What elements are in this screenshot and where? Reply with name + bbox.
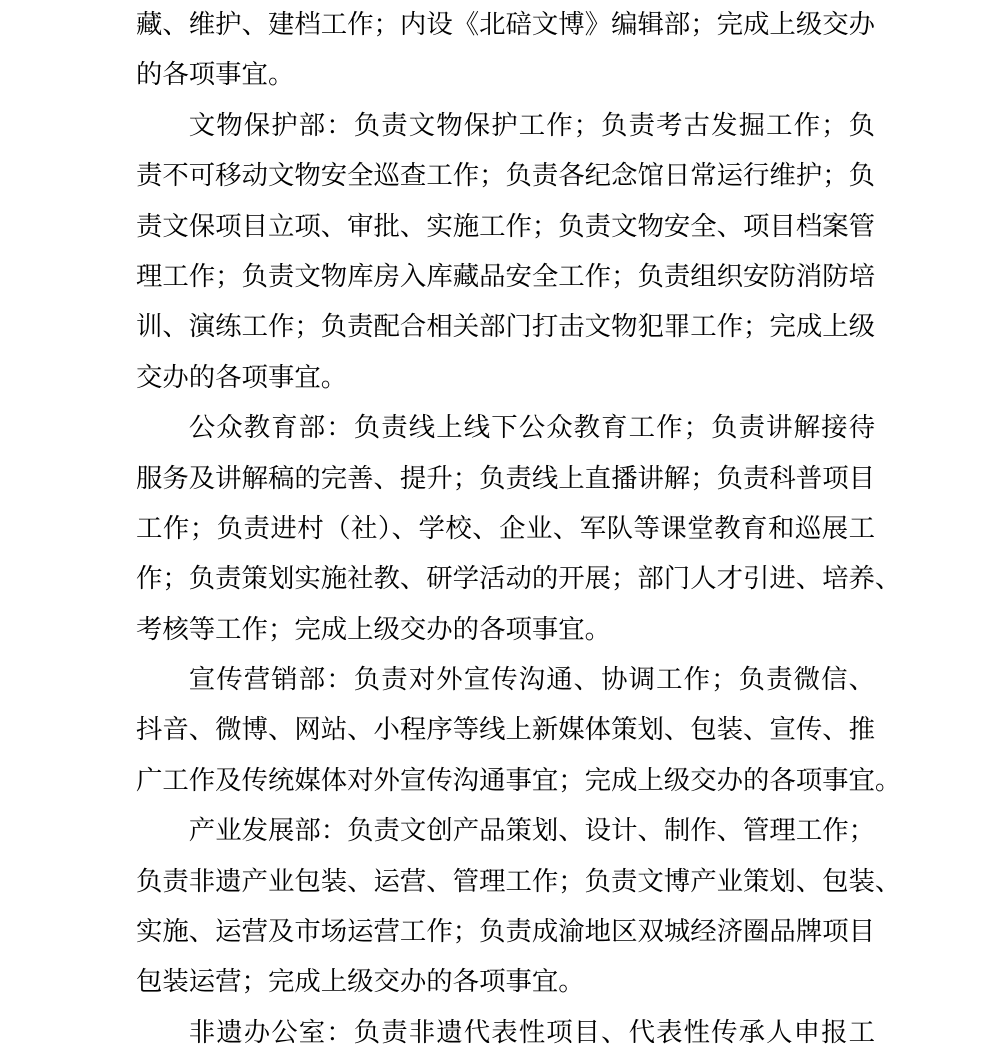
text-line: 责文保项目立项、审批、实施工作；负责文物安全、项目档案管 — [136, 210, 875, 242]
text-line: 服务及讲解稿的完善、提升；负责线上直播讲解；负责科普项目 — [136, 462, 875, 494]
text-line: 非遗办公室：负责非遗代表性项目、代表性传承人申报工 — [188, 1016, 875, 1048]
paragraph-industry-development-dept — [136, 806, 1000, 1008]
paragraph-intangible-heritage-office — [136, 1008, 1000, 1058]
paragraph-cultural-relics-protection-dept — [136, 101, 1000, 403]
text-line: 抖音、微博、网站、小程序等线上新媒体策划、包装、宣传、推 — [136, 714, 875, 746]
text-line: 责不可移动文物安全巡查工作；负责各纪念馆日常运行维护；负 — [136, 160, 875, 192]
text-line: 理工作；负责文物库房入库藏品安全工作；负责组织安防消防培 — [136, 260, 875, 292]
text-line: 交办的各项事宜。 — [136, 361, 348, 393]
text-line: 宣传营销部：负责对外宣传沟通、协调工作；负责微信、 — [188, 664, 875, 696]
text-line: 工作；负责进村（社）、学校、企业、军队等课堂教育和巡展工 — [136, 512, 875, 544]
text-line: 公众教育部：负责线上线下公众教育工作；负责讲解接待 — [188, 412, 875, 444]
text-line: 实施、运营及市场运营工作；负责成渝地区双城经济圈品牌项目 — [136, 916, 875, 948]
text-line: 作；负责策划实施社教、研学活动的开展；部门人才引进、培养、 — [136, 563, 902, 595]
text-line: 的各项事宜。 — [136, 59, 295, 91]
paragraph-collections-continued — [136, 0, 1000, 101]
text-line: 考核等工作；完成上级交办的各项事宜。 — [136, 613, 612, 645]
paragraph-publicity-marketing-dept — [136, 655, 1000, 806]
text-line: 广工作及传统媒体对外宣传沟通事宜；完成上级交办的各项事宜。 — [136, 764, 902, 796]
text-line: 文物保护部：负责文物保护工作；负责考古发掘工作；负 — [188, 109, 875, 141]
text-line: 包装运营；完成上级交办的各项事宜。 — [136, 966, 585, 998]
text-line: 产业发展部：负责文创产品策划、设计、制作、管理工作； — [188, 815, 875, 847]
text-line: 训、演练工作；负责配合相关部门打击文物犯罪工作；完成上级 — [136, 311, 875, 343]
paragraph-public-education-dept — [136, 403, 1000, 655]
text-line: 藏、维护、建档工作；内设《北碚文博》编辑部；完成上级交办 — [136, 9, 875, 40]
text-line: 负责非遗产业包装、运营、管理工作；负责文博产业策划、包装、 — [136, 865, 902, 897]
